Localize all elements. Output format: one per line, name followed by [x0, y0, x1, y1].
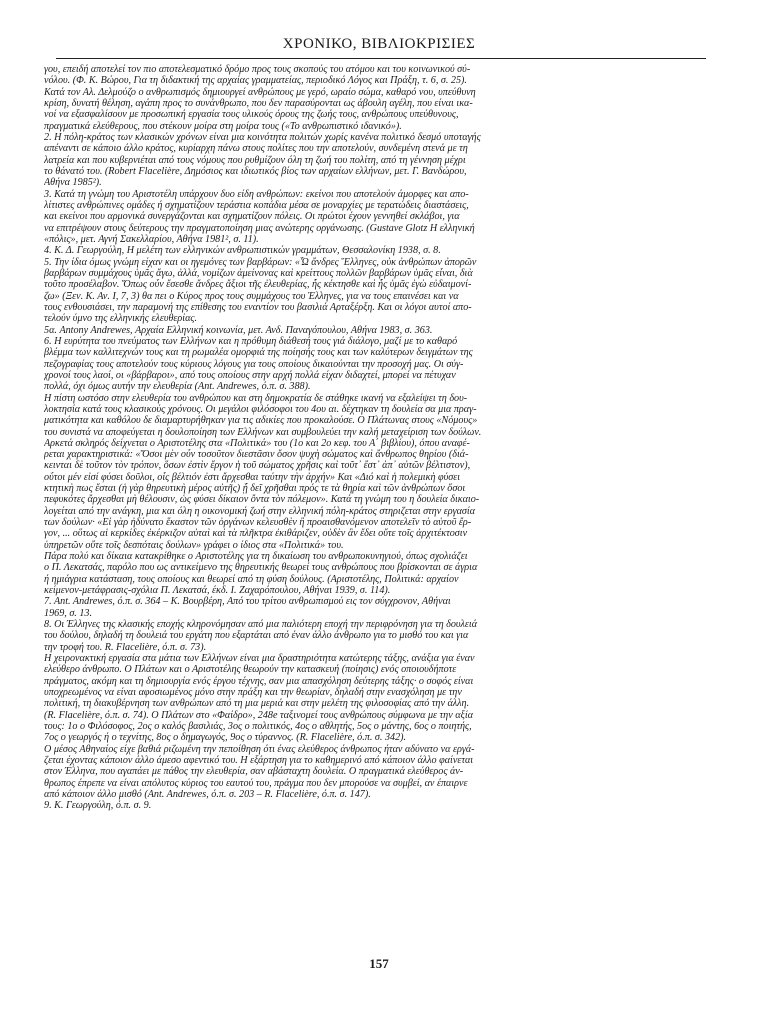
text-line: ελεύθερο άνθρωπο. Ο Πλάτων και ο Αριστοτέλης θεωρούν την κατασκευή (ποίησις) ενός οποιουδήποτε	[44, 664, 457, 676]
text-line: πολιτική, τη διακυβέρνηση των ανθρώπων από τη μια μεριά και στην μελέτη της φιλοσοφίας από την άλλη.	[44, 698, 470, 710]
text-line: ζω» (Ξεν. Κ. Αν. Ι, 7, 3) θα πει ο Κύρος προς τους συμμάχους του Έλληνες, για να τους επαινέσει και να	[44, 290, 459, 302]
text-line: γου, επειδή αποτελεί τον πιο αποτελεσματικό δρόμο προς τους σκοπούς του ατόμου και του κοινωνικού σύ-	[44, 64, 471, 75]
text-line: Η πίστη ωστόσο στην ελευθερία του ανθρώπου και στη δημοκρατία δε στάθηκε ικανή να εξαλείψει τη δου-	[44, 392, 468, 404]
text-line: νοί να εξασφαλίσουν με προσωπική εργασία τους υλικούς όρους της ζωής τους, ανθρώπους υπεύθυνους,	[44, 109, 459, 121]
text-line: κεινται δὲ τοῦτον τὸν τρόπον, ὅσων ἐστὶν ἔργον ἡ τοῦ σώματος χρῆσις καὶ τοῦτ᾽ ἔστ᾽ ἀπ᾽ αὐτῶν βέλτιστον),	[44, 460, 471, 472]
text-line: και εκείνοι που αρμονικά συνεργάζονται και σχηματίζουν πόλεις. Οι πρώτοι έχουν γεννηθεί σκλάβοι, για	[44, 211, 460, 223]
text-line: πολλά, όχι όμως αυτήν την ελευθερία (Ant. Andrewes, ό.π. σ. 388).	[44, 381, 311, 393]
text-line: των δούλων· «Εἰ γὰρ ἠδύνατο ἕκαστον τῶν ὀργάνων κελευσθὲν ἢ προαισθανόμενον αποτελεῖν τὸ αὑτοῦ ἔρ-	[44, 517, 472, 529]
text-line: θρωπος έπρεπε να είναι απόλυτος κύριος του εαυτού του, πράγμα που δεν μπορούσε να συμβεί, αν έπαιρνε	[44, 777, 468, 789]
text-line: του συνιστά να αποφεύγεται η δουλοποίηση των Ελλήνων και συμβουλεύει την καλή μεταχείριση των δούλων.	[44, 426, 482, 438]
text-line: πεφυκότες ἄρχεσθαι μὴ θέλουσιν, ὡς φύσει δίκαιον ὄντα τὸν πόλεμον». Κατά τη γνώμη του η δουλεία δικαιο-	[44, 494, 480, 506]
text-line: γον, ... οὕτως αἱ κερκίδες ἐκέρκιζον αὐταὶ καὶ τὰ πλῆκτρα ἐκιθάριζεν, οὐδὲν ἂν ἔδει οὔτε τοῖς ἀρχιτέκτοσιν	[44, 528, 468, 540]
text-line: 7ος ο γεωργός ή ο τεχνίτης, 8ος ο δημαγωγός, 9ος ο τύραννος. (R. Flacelière, ό.π. σ. 342).	[44, 732, 407, 744]
text-line: κτητικὴ πως ἔσται (ἡ γὰρ θηρευτικὴ μέρος αὐτῆς) ᾗ δεῖ χρῆσθαι πρός τε τὰ θηρία καὶ τῶν ἀνθρώπων ὅσοι	[44, 483, 466, 495]
text-line: πραγματικά ελεύθερους, που στέκουν μοίρα στη μοίρα τους («Το ανθρωπιστικό ιδανικό»).	[44, 120, 402, 132]
text-line: 2. Η πόλη-κράτος των κλασικών χρόνων είναι μια κοινότητα πολιτών χωρίς κανένα πολιτικό δεσμό υποταγής	[44, 131, 481, 143]
text-line: απέναντι σε κάποιο άλλο κράτος, κυρίαρχη πάνω στους πολίτες που την αποτελούν, συνδεμένη στενά με τη	[44, 143, 468, 155]
text-line: (R. Flacelière, ό.π. σ. 74). Ο Πλάτων στο «Φαίδρο», 248e ταξινομεί τους ανθρώπους σύμφωνα με την αξία	[44, 709, 474, 721]
text-line: λογείται από την ανάγκη, μια και όλη η οικονομική ζωή στην ελληνική πόλη-κράτος στηριζεται στην εργασία	[44, 505, 476, 517]
text-line: 1969, σ. 13.	[44, 607, 93, 619]
text-line: κείμενον-μετάφρασις-σχόλια Π. Λεκατσά, έκδ. Ι. Ζαχαρόπουλου, Αθήναι 1939, σ. 114).	[44, 585, 391, 597]
text-line: 6. Η ευρύτητα του πνεύματος των Ελλήνων και η πρόθυμη διάθεσή τους γιά διάλογο, μαζί με το καθαρό	[44, 335, 458, 347]
text-line: πράγματος, ακόμη και τη δημιουργία ενός έργου τέχνης, σαν μια απασχόληση δεύτερης τάξης· ο σοφός είναι	[44, 675, 474, 687]
text-line: ρεται χαρακτηριστικά: «Ὅσοι μὲν οὖν τοσοῦτον διεστᾶσιν ὅσον ψυχὴ σώματος καὶ ἄνθρωπος θηρίου (διά-	[44, 449, 469, 461]
text-line: λίτιστες ανθρώπινες ομάδες ή σχηματίζουν τεράστια κοπάδια μέσα σε μοναρχίες με τερατώδεις διαστάσεις,	[44, 199, 469, 211]
text-line: Αθήνα 1985²).	[44, 177, 102, 189]
text-line: τους ενθουσιάσει, την παραμονή της επίθεσης του εναντίον του βασιλιά Αρταξέρξη. Και οι λόγοι αυτοί απο-	[44, 301, 472, 313]
text-line: 5. Την ίδια όμως γνώμη είχαν και οι ηγεμόνες των βαρβάρων: «Ὦ ἄνδρες Ἕλληνες, οὐκ ἀνθρώπων ἀπορῶν	[44, 256, 477, 268]
text-line: τοῦτο προσέλαβον. Ὅπως οὖν ἔσεσθε ἄνδρες ἄξιοι τῆς ἐλευθερίας, ἧς κέκτησθε καὶ ἧς ὑμᾶς ἐγὼ εὐδαιμονί-	[44, 279, 472, 291]
header-rule	[56, 58, 706, 59]
text-line: από κάποιον άλλο μισθό (Ant. Andrewes, ό.π. σ. 203 – R. Flacelière, ό.π. σ. 147).	[44, 789, 371, 800]
text-line: 4. Κ. Δ. Γεωργούλη, Η μελέτη των ελληνικών ανθρωπιστικών γραμμάτων, Θεσσαλονίκη 1938, σ. 8.	[44, 245, 441, 257]
text-line: οὗτοι μέν εἰσί φύσει δοῦλοι, οἷς βέλτιόν ἐστι ἄρχεσθαι ταύτην τὴν ἀρχήν» Και «Διό καὶ ἡ πολεμικὴ φύσει	[44, 471, 461, 483]
text-line: Ο μέσος Αθηναίος είχε βαθιά ριζωμένη την πεποίθηση ότι ένας ελεύθερος άνθρωπος ήταν αδύνατο να εργά-	[44, 743, 475, 755]
text-line: 8. Οι Έλληνες της κλασικής εποχής κληρονόμησαν από μια παλιότερη εποχή την περιφρόνηση για τη δουλειά	[44, 619, 478, 631]
text-line: «πόλις», μετ. Αγνή Σακελλαρίου, Αθήνα 1981², σ. 11).	[44, 233, 259, 245]
text-line: λατρεία και που κυβερνιέται από τους νόμους που ρυθμίζουν όλη τη ζωή του πολίτη, από τη γέννηση μέχρι	[44, 154, 466, 166]
text-line: βαρβάρων συμμάχους ὑμᾶς ἄγω, ἀλλά, νομίζων ἀμείνονας καὶ κρείττους πολλῶν βαρβάρων ὑμᾶς εἶναι, διὰ	[44, 267, 473, 279]
text-line: να επιτρέψουν στους δεύτερους την πραγματοποίηση μιας ανώτερης οργάνωσης. (Gustave Glotz Η ελληνική	[44, 222, 475, 234]
text-line: Πάρα πολύ και δίκαια κατακρίθηκε ο Αριστοτέλης για τη δικαίωση του ανθρωποκυνηγιού, όπως σχολιάζει	[44, 551, 468, 563]
footnotes-text	[44, 64, 714, 812]
text-line: χρονοί τους λαοί, οι «βάρβαροι», από τους οποίους στην αρχή πολλά είχαν διδαχτεί, μπορεί να πέτυχαν	[44, 369, 456, 381]
text-line: Αρκετά σκληρός δείχνεται ο Αριστοτέλης στα «Πολιτικά» του (1ο και 2ο κεφ. του Α΄ βιβλίου), όπου αναφέ-	[44, 437, 470, 449]
text-line: πεζογραφίας τους αποτελούν τους κύριους λόγους για τους οποίους δικαιούνται την προσοχή μας. Οι σύγ-	[44, 358, 464, 370]
text-line: κρίση, δυνατή θέληση, αγάπη προς το συνάνθρωπο, που δεν παρασύρονται ως άβουλη αγέλη, που είναι ικα-	[44, 97, 473, 109]
text-line: Η χειρονακτική εργασία στα μάτια των Ελλήνων είναι μια δραστηριότητα κατώτερης τάξης, ανάξια για έναν	[44, 653, 475, 665]
text-line: ο Π. Λεκατσάς, παρόλο που ως αντικείμενο της θηρευτικής θεωρεί τους ανθρώπους που βρίσκονται σε άγρια	[44, 562, 478, 574]
text-line: ή ημιάγρια κατάσταση, τους οποίους και θεωρεί από τη φύση δούλους. (Αριστοτέλης, Πολιτικά: αρχαίον	[44, 573, 459, 585]
text-line: ματικότητα και καθόλου δε διαμαρτυρήθηκαν για τις αδικίες που προκαλούσε. Ο Πλάτωνας στους «Νόμους»	[44, 415, 478, 427]
text-line: στον Έλληνα, που αγαπάει με πάθος την ελευθερία, σαν αβάσταχτη δουλεία. Ο πραγματικά ελεύθερος άν-	[44, 766, 464, 778]
text-line: τελούν ύμνο της ελληνικής ελευθερίας.	[44, 313, 198, 325]
text-line: λοκτησία κατά τους κλασικούς χρόνους. Οι μεγάλοι φιλόσοφοι του 4ου αι. δέχτηκαν τη δουλεία σα μια πραγ-	[44, 403, 477, 415]
running-header: ΧΡΟΝΙΚΟ, ΒΙΒΛΙΟΚΡΙΣΙΕΣ	[282, 36, 476, 52]
text-line: υποχρεωμένος να είναι αφοσιωμένος μόνο στην πράξη και την θεωρίαν, δηλαδή στην ενασχόληση με την	[44, 687, 462, 699]
text-line: 7. Ant. Andrewes, ό.π. σ. 364 – Κ. Βουρβέρη, Από του τρίτου ανθρωπισμού εις τον σύγχρονον, Αθήναι	[44, 596, 451, 608]
text-line: νόλου. (Φ. Κ. Βώρου, Για τη διδακτική της αρχαίας γραμματείας, περιοδικό Λόγος και Πράξη, τ. 6, σ. 25).	[44, 75, 467, 87]
text-line: 3. Κατά τη γνώμη του Αριστοτέλη υπάρχουν δυο είδη ανθρώπων: εκείνοι που αποτελούν άμορφες και απο-	[44, 188, 469, 200]
text-line: του δούλου, δηλαδή τη δουλειά του εργάτη που εξαρτάται από έναν άλλο άνθρωπο για το μισθό του και για	[44, 630, 469, 642]
text-line: τους: 1ο ο Φιλόσοφος, 2ος ο καλός βασιλιάς, 3ος ο πολιτικός, 4ος ο αθλητής, 5ος ο μάντης, 6ος ο ποιητής,	[44, 721, 472, 733]
text-line: το θάνατό του. (Robert Flacelière, Δημόσιος και ιδιωτικός βίος των αρχαίων ελλήνων, μετ. Γ. Βανδώρου,	[44, 165, 467, 177]
page-number: 157	[369, 956, 389, 971]
text-line: ζεται έχοντας κάποιον άλλο άμεσο αφεντικό του. Η εξάρτηση για το καθημερινό από κάποιον άλλο φαίνεται	[44, 755, 474, 767]
text-line: 5α. Antony Andrewes, Αρχαία Ελληνική κοινωνία, μετ. Ανδ. Παναγόπουλου, Αθήνα 1983, σ. 363.	[44, 324, 433, 336]
text-line: βλέμμα των καλλιτεχνών τους και τη ρωμαλέα ομορφιά της ποίησής τους και των καλύτερων δειγμάτων της	[44, 347, 473, 359]
text-line: 9. Κ. Γεωργούλη, ό.π. σ. 9.	[44, 800, 152, 812]
text-line: την τροφή του. R. Flacelière, ό.π. σ. 73).	[44, 641, 207, 653]
text-line: ὑπηρετῶν οὔτε τοῖς δεσπόταις δούλων» γράφει ο ίδιος στα «Πολιτικά» του.	[44, 539, 344, 551]
text-line: Κατά τον Αλ. Δελμούζο ο ανθρωπισμός δημιουργεί ανθρώπους με γερό, ωραίο σώμα, καθαρό νου, υπεύθυνη	[44, 86, 476, 98]
